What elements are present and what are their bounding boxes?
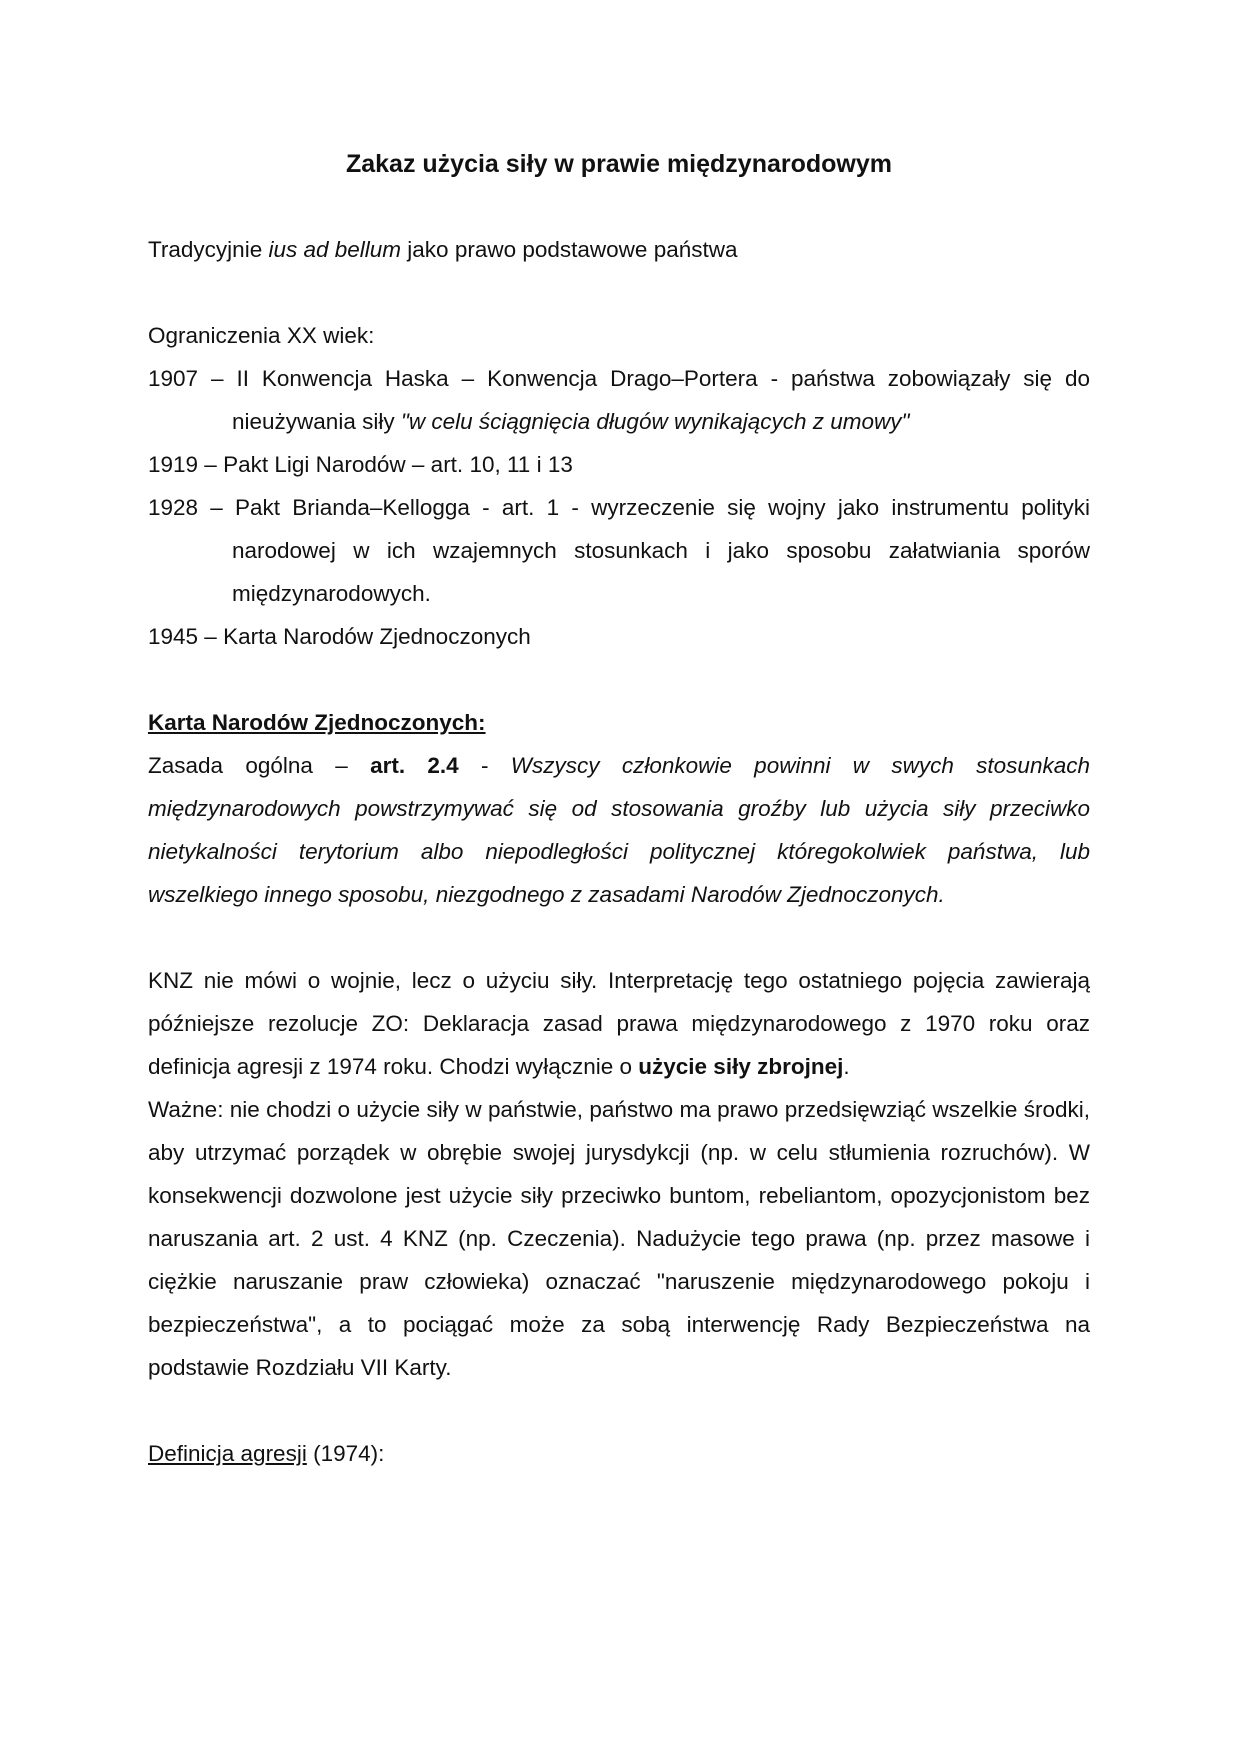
principle-label: Zasada ogólna <box>148 753 313 778</box>
aggression-heading: Definicja agresji <box>148 1441 307 1466</box>
important-paragraph: Ważne: nie chodzi o użycie siły w państwie, państwo ma prawo przedsięwziąć wszelkie środki, aby utrzymać porządek w obrębie swojej jurysdykcji (np. w celu stłumienia rozruchów). W konsekwencji dozwolone jest użycie siły przeciwko buntom, rebeliantom, opozycjonistom bez naruszania art. 2 ust. 4 KNZ (np. Czeczenia). Nadużycie tego prawa (np. przez masowe i ciężkie naruszanie praw człowieka) oznaczać "naruszenie międzynarodowego pokoju i bezpieczeństwa", a to pociągać może za sobą interwencję Rady Bezpieczeństwa na podstawie Rozdziału VII Karty. <box>148 1097 1090 1380</box>
timeline-item-text: 1945 – Karta Narodów Zjednoczonych <box>148 624 531 649</box>
knz-bold: użycie siły zbrojnej <box>638 1054 844 1079</box>
spacer <box>148 916 1090 959</box>
timeline-item <box>148 357 1090 443</box>
intro-after: jako prawo podstawowe państwa <box>401 237 738 262</box>
spacer <box>148 658 1090 701</box>
timeline-item-text: 1919 – Pakt Ligi Narodów – art. 10, 11 i 13 <box>148 452 573 477</box>
timeline-item-quote: "w celu ściągnięcia długów wynikających z umowy" <box>400 409 910 434</box>
knz-end: . <box>843 1054 850 1079</box>
principle-text: Wszyscy członkowie powinni w swych stosunkach międzynarodowych powstrzymywać się od stosowania groźby lub użycia siły przeciwko nietykalności terytorium albo niepodległości politycznej któregokolwiek państwa, lub wszelkiego innego sposobu, niezgodnego z zasadami Narodów Zjednoczonych. <box>148 753 1090 907</box>
intro-paragraph <box>148 228 1090 271</box>
document-title: Zakaz użycia siły w prawie międzynarodowym <box>345 150 893 178</box>
charter-heading: Karta Narodów Zjednoczonych: <box>148 710 486 735</box>
charter-principle <box>148 744 1090 916</box>
timeline-item-text: 1928 – Pakt Brianda–Kellogga - art. 1 - wyrzeczenie się wojny jako instrumentu polityki narodowej w ich wzajemnych stosunkach i jako sposobu załatwiania sporów międzynarodowych. <box>148 495 1090 606</box>
timeline-item <box>148 486 1090 615</box>
principle-article: art. 2.4 <box>370 753 459 778</box>
limits-heading: Ograniczenia XX wiek: <box>148 323 375 348</box>
intro-before: Tradycyjnie <box>148 237 269 262</box>
timeline-item <box>148 443 1090 486</box>
spacer <box>148 186 1090 228</box>
timeline-item-text: 1907 – II Konwencja Haska – Konwencja Drago–Portera - państwa zobowiązały się do nieużywania siły <box>148 366 1090 434</box>
principle-article-sep: - <box>458 753 511 778</box>
knz-text: KNZ nie mówi o wojnie, lecz o użyciu siły. Interpretację tego ostatniego pojęcia zawierają późniejsze rezolucje ZO: Deklaracja zasad prawa międzynarodowego z 1970 roku oraz definicja agresji z 1974 roku. Chodzi wyłącznie o <box>148 968 1090 1079</box>
timeline-item <box>148 615 1090 658</box>
aggression-suffix: (1974): <box>306 1441 385 1466</box>
aggression-heading-line <box>148 1432 1090 1475</box>
knz-paragraph <box>148 959 1090 1088</box>
document-content <box>148 142 1090 1475</box>
principle-dash: – <box>312 753 371 778</box>
spacer <box>148 1389 1090 1432</box>
intro-term: ius ad bellum <box>268 237 402 262</box>
spacer <box>148 271 1090 314</box>
